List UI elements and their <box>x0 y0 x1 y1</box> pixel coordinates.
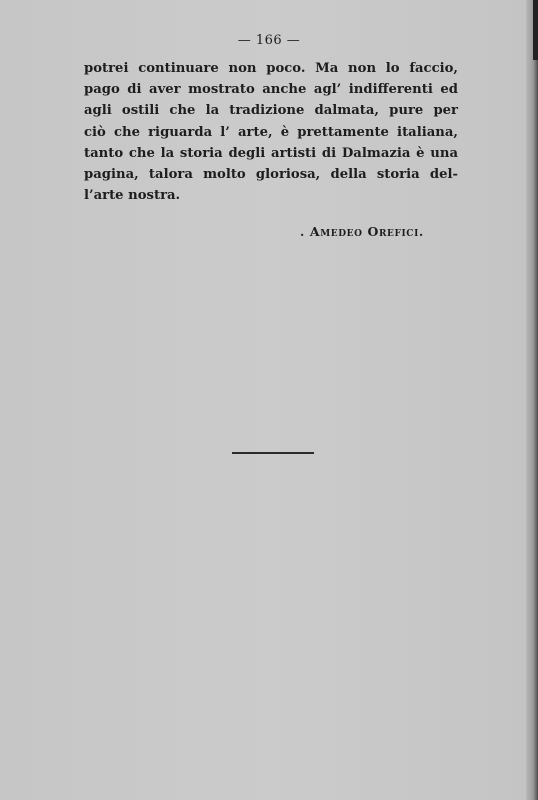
body-paragraph <box>84 58 458 206</box>
author-signature: . Amedeo Orefici. <box>300 224 424 239</box>
text-line: pagina, talora molto gloriosa, della storia del- <box>84 167 458 183</box>
page-number: — 166 — <box>237 33 301 48</box>
text-line: ciò che riguarda l’ arte, è prettamente italiana, <box>84 124 458 140</box>
text-line: potrei continuare non poco. Ma non lo faccio, <box>84 61 458 76</box>
text-line: agli ostili che la tradizione dalmata, pure per <box>84 103 458 119</box>
text-line: tanto che la storia degli artisti di Dalmazia è una <box>84 145 458 161</box>
page-edge-notch <box>533 0 538 60</box>
page-edge-shadow <box>526 0 538 800</box>
section-divider <box>232 452 314 454</box>
text-line: l’arte nostra. <box>84 188 181 204</box>
text-line: pago di aver mostrato anche agl’ indifferenti ed <box>84 82 458 98</box>
